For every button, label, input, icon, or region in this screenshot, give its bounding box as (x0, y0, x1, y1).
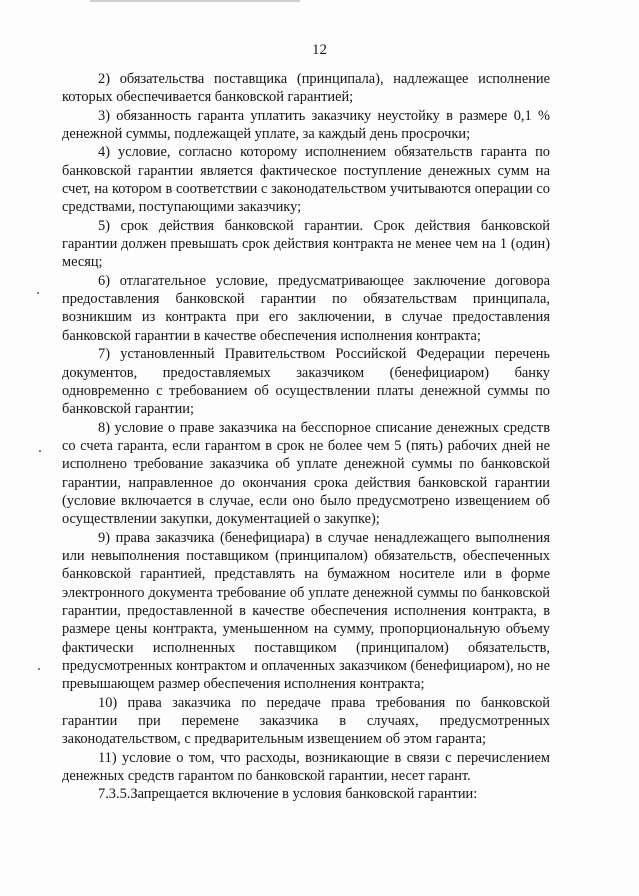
scan-speck (37, 292, 39, 294)
paragraph-item-2: 2) обязательства поставщика (принципала), надлежащее исполнение которых обеспечивается банковской гарантией; (62, 71, 550, 106)
paragraph-item-6: 6) отлагательное условие, предусматривающее заключение договора предоставления банковской гарантии по обязательствам принципала, возникшим из контракта при его заключении, в случае предоставления банковской гарантии в качестве обеспечения исполнения контракта; (62, 272, 550, 344)
section-heading-7-3-5: 7.3.5.Запрещается включение в условия банковской гарантии: (98, 786, 478, 803)
paragraph-item-9: 9) права заказчика (бенефициара) в случае ненадлежащего выполнения или невыполнения поставщиком (принципалом) обязательств, обеспеченных банковской гарантией, представлять на бумажном носителе или в форме электронного документа требование об уплате денежной суммы по банковской гарантии, предоставленной в качестве обеспечения исполнения контракта, в размере цены контракта, уменьшенном на сумму, пропорциональную объему фактически исполненных поставщиком (принципалом) обязательств, предусмотренных контрактом и оплаченных заказчиком (бенефициаром), но не превышающем размер обеспечения исполнения контракта; (62, 529, 550, 693)
paragraph-item-11: 11) условие о том, что расходы, возникающие в связи с перечислением денежных средств гарантом по банковской гарантии, несет гарант. (62, 749, 550, 785)
paragraph-item-10: 10) права заказчика по передаче права требования по банковской гарантии при перемене заказчика в случаях, предусмотренных законодательством, с предварительным извещением об этом гаранта; (62, 694, 550, 748)
scan-speck (38, 668, 40, 670)
document-body (62, 70, 550, 804)
scan-edge-line (90, 0, 300, 2)
page-number: 12 (312, 42, 327, 58)
paragraph-item-8: 8) условие о праве заказчика на бесспорное списание денежных средств со счета гаранта, если гарантом в срок не более чем 5 (пять) рабочих дней не исполнено требование заказчика об уплате денежной суммы по банковской гарантии, направленное до окончания срока действия банковской гарантии (условие включается в случае, если оно было предусмотрено извещением об осуществлении закупки, документацией о закупке); (62, 419, 550, 528)
paragraph-item-3: 3) обязанность гаранта уплатить заказчику неустойку в размере 0,1 % денежной суммы, подлежащей уплате, за каждый день просрочки; (62, 107, 550, 143)
paragraph-item-7: 7) установленный Правительством Российской Федерации перечень документов, предоставляемых заказчиком (бенефициаром) банку одновременно с требованием об осуществлении платы денежной суммы по банковской гарантии; (62, 346, 550, 418)
paragraph-item-5: 5) срок действия банковской гарантии. Срок действия банковской гарантии должен превышать срок действия контракта не менее чем на 1 (один) месяц; (62, 217, 550, 271)
scan-speck (39, 450, 41, 452)
paragraph-item-4: 4) условие, согласно которому исполнением обязательств гаранта по банковской гарантии является фактическое поступление денежных сумм на счет, на котором в соответствии с законодательством учитываются операции со средствами, поступающими заказчику; (62, 144, 550, 216)
